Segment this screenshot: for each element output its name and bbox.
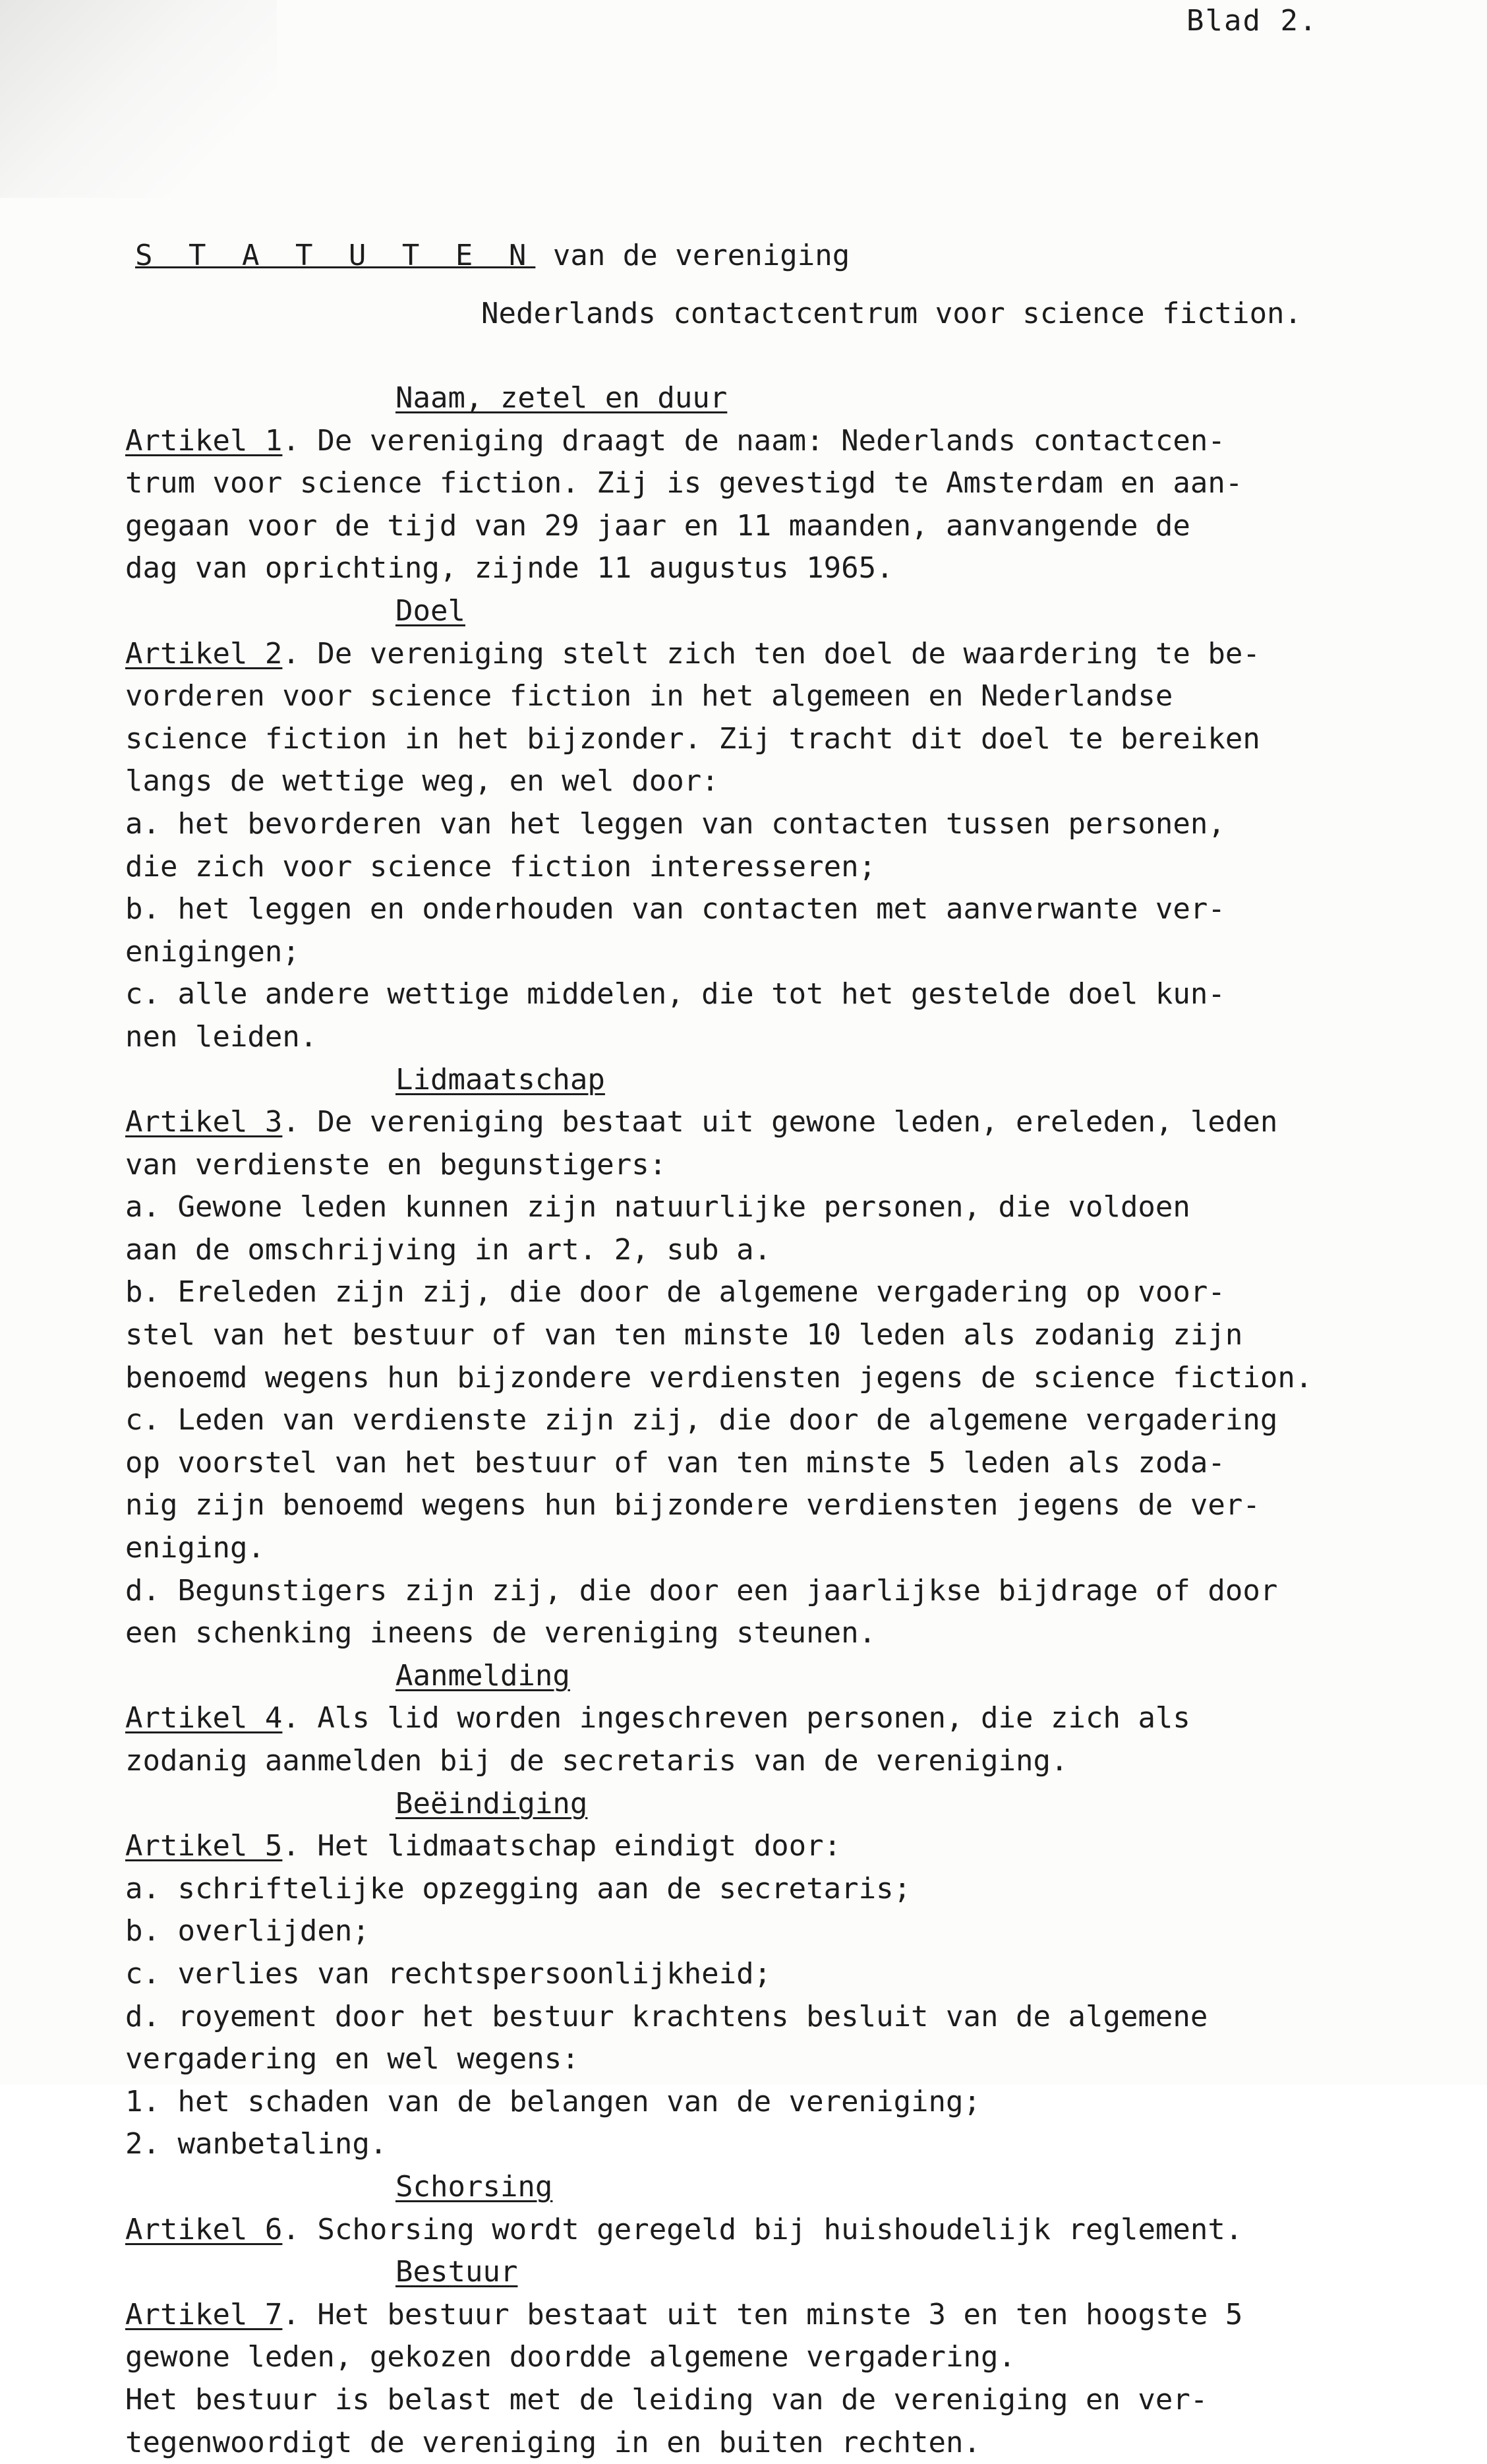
section-heading-text: Aanmelding xyxy=(395,1659,570,1693)
line-text: stel van het bestuur of van ten minste 10 leden als zodanig zijn xyxy=(125,1318,1242,1352)
body-line xyxy=(125,1442,1470,1485)
body-line xyxy=(125,1484,1470,1527)
body-line xyxy=(125,2422,1470,2464)
line-text: d. Begunstigers zijn zij, die door een jaarlijkse bijdrage of door xyxy=(125,1574,1277,1608)
body-line xyxy=(125,2379,1470,2422)
title-rest: van de vereniging xyxy=(535,239,850,272)
body-line xyxy=(125,547,1470,590)
line-text: c. Leden van verdienste zijn zij, die door de algemene vergadering xyxy=(125,1403,1277,1437)
article-number: Artikel 7 xyxy=(125,2298,282,2331)
body-line xyxy=(125,2336,1470,2379)
line-text: . De vereniging draagt de naam: Nederlands contactcen- xyxy=(282,424,1225,458)
line-text: vorderen voor science fiction in het algemeen en Nederlandse xyxy=(125,679,1173,713)
section-heading-text: Lidmaatschap xyxy=(395,1063,605,1097)
article-line xyxy=(125,2209,1470,2252)
line-text: langs de wettige weg, en wel door: xyxy=(125,764,719,798)
section-heading xyxy=(125,590,1470,633)
line-text: b. het leggen en onderhouden van contacten met aanverwante ver- xyxy=(125,892,1225,926)
body-line xyxy=(125,1399,1470,1442)
line-text: . Het bestuur bestaat uit ten minste 3 en ten hoogste 5 xyxy=(282,2298,1242,2331)
body-line xyxy=(125,1357,1470,1400)
body-line xyxy=(125,675,1470,718)
paper-fold-shadow xyxy=(0,0,277,198)
line-text: d. royement door het bestuur krachtens besluit van de algemene xyxy=(125,2000,1208,2033)
line-text: a. het bevorderen van het leggen van contacten tussen personen, xyxy=(125,807,1225,841)
body-line xyxy=(125,1570,1470,1613)
line-text: gegaan voor de tijd van 29 jaar en 11 maanden, aanvangende de xyxy=(125,509,1190,543)
line-text: nen leiden. xyxy=(125,1020,317,1054)
line-text: b. Ereleden zijn zij, die door de algemene vergadering op voor- xyxy=(125,1275,1225,1309)
line-text: van verdienste en begunstigers: xyxy=(125,1148,666,1182)
body-line xyxy=(125,1612,1470,1655)
section-heading xyxy=(125,1783,1470,1826)
line-text: vergadering en wel wegens: xyxy=(125,2042,579,2076)
article-number: Artikel 3 xyxy=(125,1105,282,1139)
section-heading-text: Schorsing xyxy=(395,2170,552,2204)
line-text: Het bestuur is belast met de leiding van de vereniging en ver- xyxy=(125,2383,1208,2417)
body-line xyxy=(125,1271,1470,1314)
line-text: enigingen; xyxy=(125,935,300,969)
line-text: a. Gewone leden kunnen zijn natuurlijke personen, die voldoen xyxy=(125,1190,1190,1224)
article-line xyxy=(125,2294,1470,2337)
line-text: dag van oprichting, zijnde 11 augustus 1965. xyxy=(125,551,894,585)
body-line xyxy=(125,803,1470,846)
organization-name: Nederlands contactcentrum voor science fiction. xyxy=(481,297,1302,330)
line-text: . Schorsing wordt geregeld bij huishoudelijk reglement. xyxy=(282,2213,1242,2246)
section-heading xyxy=(125,1655,1470,1698)
line-text: trum voor science fiction. Zij is gevestigd te Amsterdam en aan- xyxy=(125,466,1242,500)
article-line xyxy=(125,633,1470,676)
statutes-body xyxy=(125,377,1470,2464)
body-line xyxy=(125,1740,1470,1783)
section-heading xyxy=(125,2251,1470,2294)
line-text: b. overlijden; xyxy=(125,1914,370,1948)
section-heading-text: Naam, zetel en duur xyxy=(395,381,727,415)
article-number: Artikel 2 xyxy=(125,637,282,671)
body-line xyxy=(125,462,1470,505)
line-text: c. verlies van rechtspersoonlijkheid; xyxy=(125,1957,771,1991)
body-line xyxy=(125,1186,1470,1229)
body-line xyxy=(125,760,1470,803)
line-text: 1. het schaden van de belangen van de vereniging; xyxy=(125,2085,981,2118)
body-line xyxy=(125,1996,1470,2039)
article-line xyxy=(125,1697,1470,1740)
body-line xyxy=(125,718,1470,761)
line-text: 2. wanbetaling. xyxy=(125,2127,387,2161)
article-number: Artikel 4 xyxy=(125,1701,282,1735)
line-text: aan de omschrijving in art. 2, sub a. xyxy=(125,1233,771,1267)
article-line xyxy=(125,420,1470,463)
line-text: . De vereniging bestaat uit gewone leden, ereleden, leden xyxy=(282,1105,1277,1139)
section-heading-text: Beëindiging xyxy=(395,1787,587,1820)
line-text: c. alle andere wettige middelen, die tot het gestelde doel kun- xyxy=(125,977,1225,1011)
body-line xyxy=(125,2123,1470,2166)
line-text: op voorstel van het bestuur of van ten minste 5 leden als zoda- xyxy=(125,1446,1225,1480)
body-line xyxy=(125,1953,1470,1996)
body-line xyxy=(125,1144,1470,1187)
body-line xyxy=(125,888,1470,931)
body-line xyxy=(125,846,1470,889)
article-line xyxy=(125,1825,1470,1868)
article-number: Artikel 1 xyxy=(125,424,282,458)
body-line xyxy=(125,1016,1470,1059)
line-text: die zich voor science fiction interesseren; xyxy=(125,850,876,884)
body-line xyxy=(125,1314,1470,1357)
body-line xyxy=(125,1527,1470,1570)
line-text: a. schriftelijke opzegging aan de secretaris; xyxy=(125,1872,911,1906)
body-line xyxy=(125,1910,1470,1953)
line-text: gewone leden, gekozen doordde algemene vergadering. xyxy=(125,2340,1016,2374)
line-text: science fiction in het bijzonder. Zij tracht dit doel te bereiken xyxy=(125,722,1260,756)
document-title xyxy=(135,239,850,272)
line-text: eniging. xyxy=(125,1531,265,1565)
body-line xyxy=(125,931,1470,974)
section-heading xyxy=(125,377,1470,420)
article-line xyxy=(125,1101,1470,1144)
line-text: benoemd wegens hun bijzondere verdiensten jegens de science fiction. xyxy=(125,1361,1312,1395)
line-text: tegenwoordigt de vereniging in en buiten rechten. xyxy=(125,2426,981,2459)
article-number: Artikel 5 xyxy=(125,1829,282,1863)
article-number: Artikel 6 xyxy=(125,2213,282,2246)
section-heading-text: Bestuur xyxy=(395,2255,517,2289)
body-line xyxy=(125,2081,1470,2124)
body-line xyxy=(125,1229,1470,1272)
section-heading xyxy=(125,1059,1470,1102)
body-line xyxy=(125,505,1470,548)
page-label: Blad 2. xyxy=(1186,4,1318,38)
body-line xyxy=(125,973,1470,1016)
line-text: . De vereniging stelt zich ten doel de waardering te be- xyxy=(282,637,1260,671)
title-word: S T A T U T E N xyxy=(135,239,535,272)
line-text: een schenking ineens de vereniging steunen. xyxy=(125,1616,876,1650)
line-text: . Het lidmaatschap eindigt door: xyxy=(282,1829,841,1863)
line-text: . Als lid worden ingeschreven personen, die zich als xyxy=(282,1701,1190,1735)
section-heading xyxy=(125,2166,1470,2209)
body-line xyxy=(125,1868,1470,1911)
section-heading-text: Doel xyxy=(395,594,465,628)
line-text: zodanig aanmelden bij de secretaris van de vereniging. xyxy=(125,1744,1068,1778)
body-line xyxy=(125,2038,1470,2081)
line-text: nig zijn benoemd wegens hun bijzondere verdiensten jegens de ver- xyxy=(125,1488,1260,1522)
